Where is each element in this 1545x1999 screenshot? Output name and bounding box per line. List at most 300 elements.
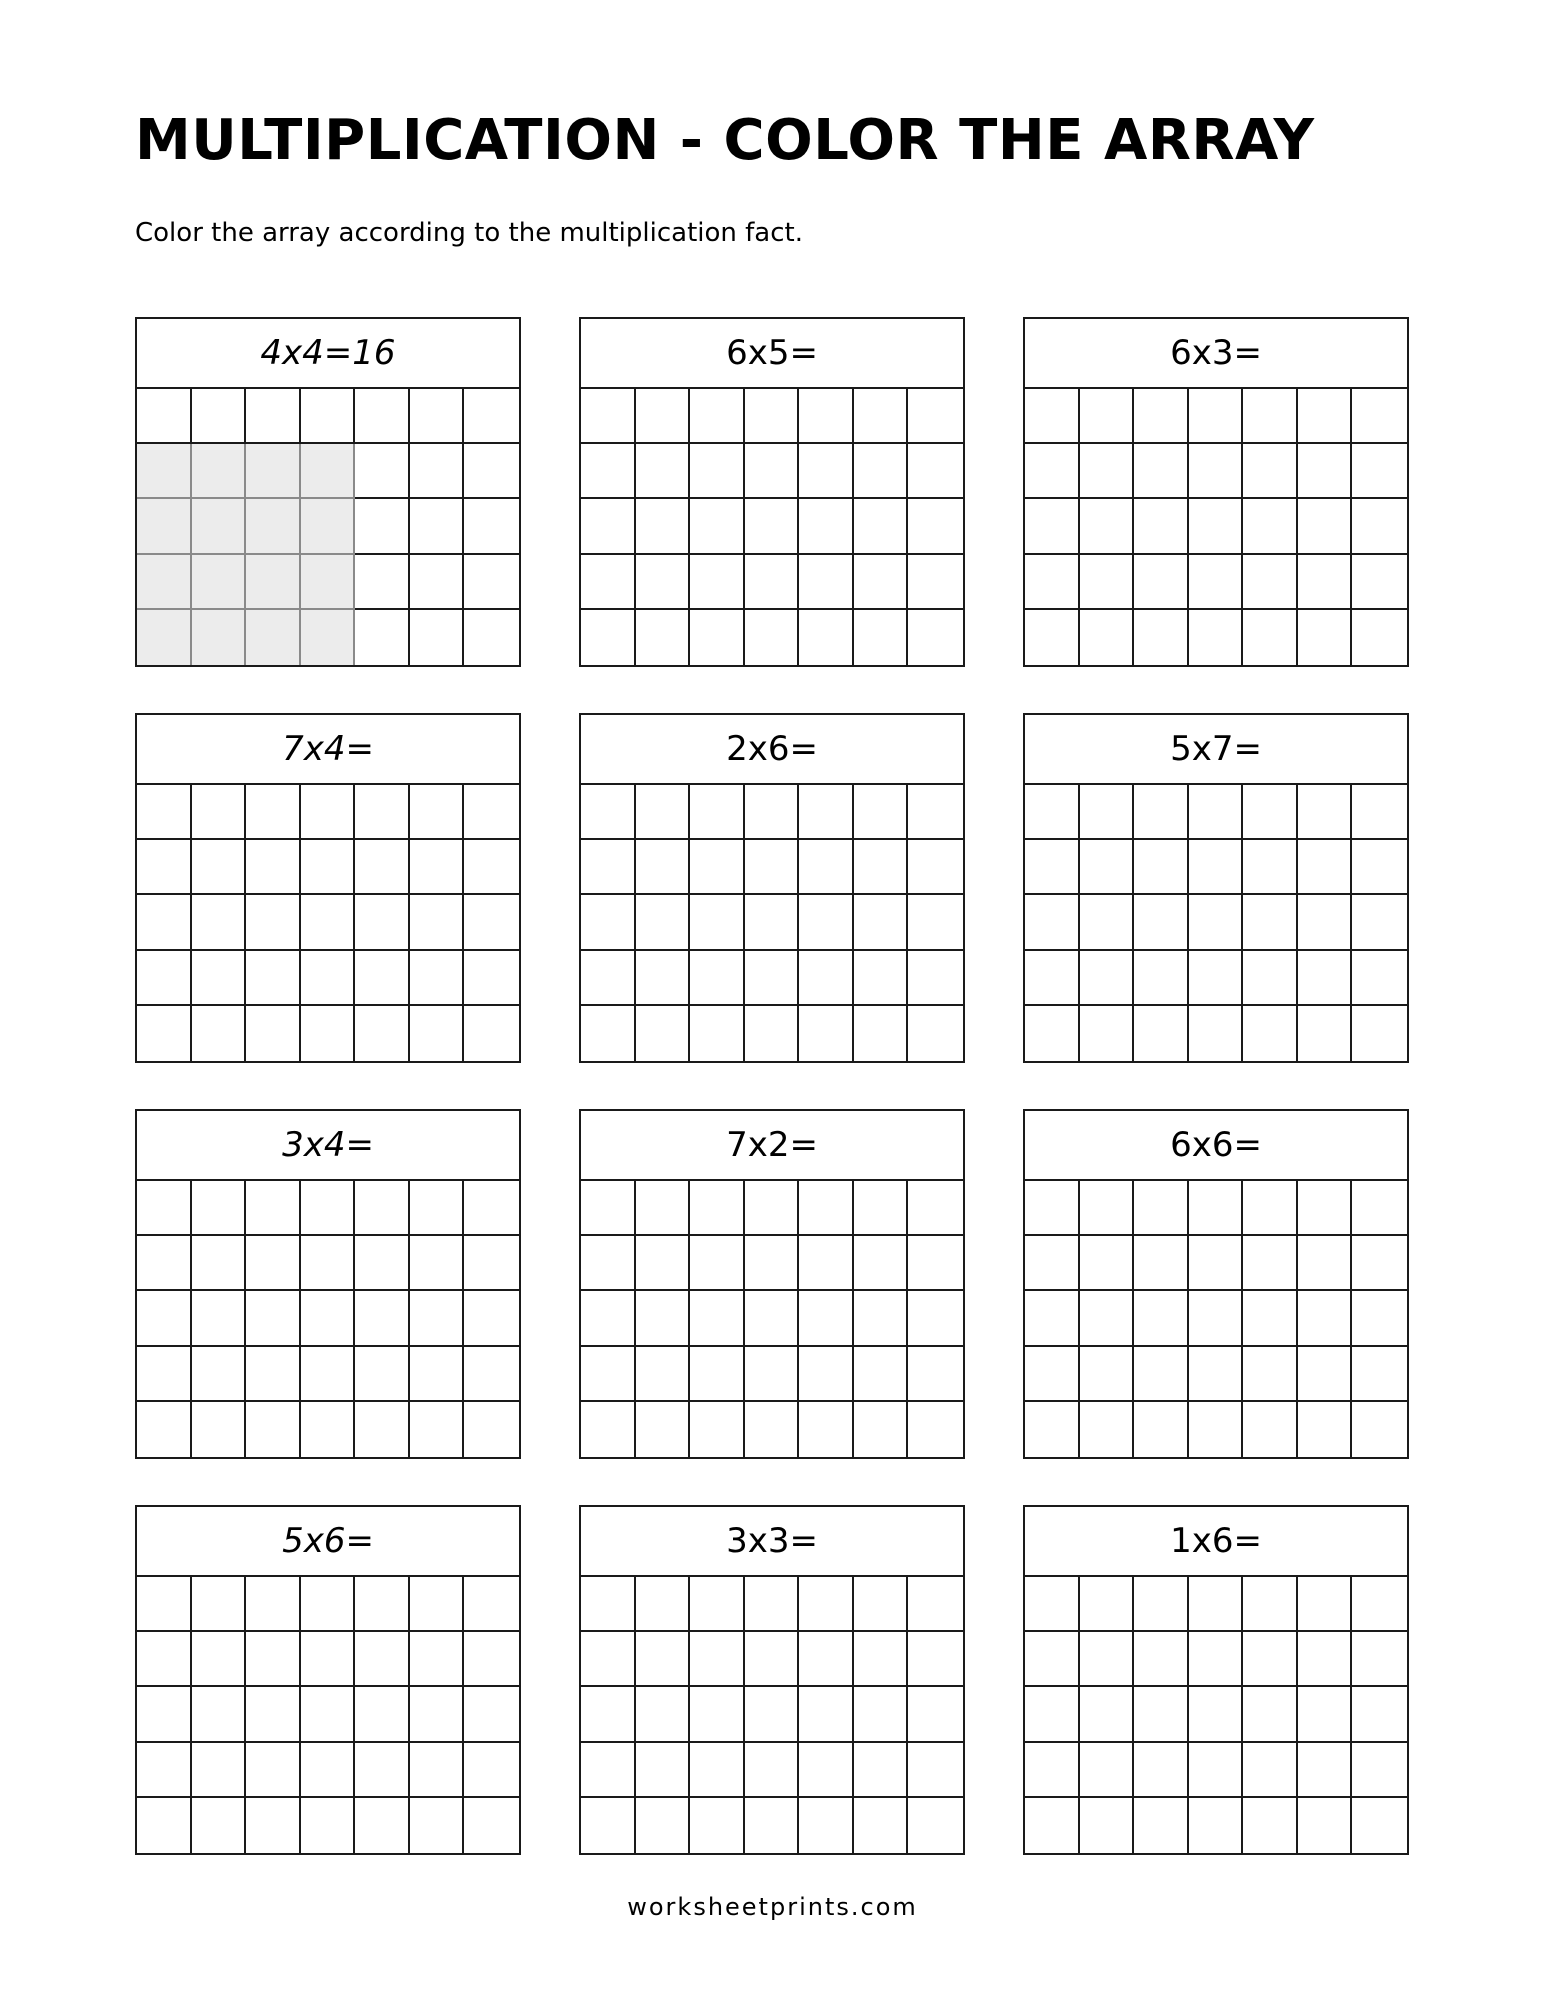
array-cell[interactable] <box>192 1181 247 1236</box>
array-cell[interactable] <box>854 1743 909 1798</box>
array-cell[interactable] <box>1080 1402 1135 1457</box>
array-cell[interactable] <box>799 1181 854 1236</box>
array-cell[interactable] <box>1189 840 1244 895</box>
array-cell[interactable] <box>1025 1181 1080 1236</box>
array-cell[interactable] <box>581 1687 636 1742</box>
array-cell[interactable] <box>246 1743 301 1798</box>
array-cell[interactable] <box>192 1632 247 1687</box>
array-cell[interactable] <box>137 610 192 665</box>
array-cell[interactable] <box>464 389 519 444</box>
array-cell[interactable] <box>464 1006 519 1061</box>
array-cell[interactable] <box>1298 444 1353 499</box>
array-cell[interactable] <box>410 840 465 895</box>
array-cell[interactable] <box>1134 1402 1189 1457</box>
array-cell[interactable] <box>1189 1006 1244 1061</box>
array-cell[interactable] <box>246 1347 301 1402</box>
array-cell[interactable] <box>192 555 247 610</box>
array-cell[interactable] <box>1134 1006 1189 1061</box>
array-cell[interactable] <box>745 840 800 895</box>
array-cell[interactable] <box>799 610 854 665</box>
array-cell[interactable] <box>799 1006 854 1061</box>
array-cell[interactable] <box>690 1347 745 1402</box>
array-cell[interactable] <box>1025 1743 1080 1798</box>
array-cell[interactable] <box>464 610 519 665</box>
array-cell[interactable] <box>799 1577 854 1632</box>
array-cell[interactable] <box>355 895 410 950</box>
array-cell[interactable] <box>908 1632 963 1687</box>
array-cell[interactable] <box>301 1402 356 1457</box>
array-cell[interactable] <box>464 785 519 840</box>
array-cell[interactable] <box>355 785 410 840</box>
array-cell[interactable] <box>1352 1402 1407 1457</box>
array-cell[interactable] <box>1025 1798 1080 1853</box>
array-cell[interactable] <box>636 444 691 499</box>
array-cell[interactable] <box>908 555 963 610</box>
array-cell[interactable] <box>1134 444 1189 499</box>
array-cell[interactable] <box>1189 389 1244 444</box>
array-cell[interactable] <box>1243 1798 1298 1853</box>
array-cell[interactable] <box>1080 1291 1135 1346</box>
array-cell[interactable] <box>137 1577 192 1632</box>
array-cell[interactable] <box>636 1181 691 1236</box>
array-cell[interactable] <box>137 499 192 554</box>
array-grid[interactable] <box>137 389 519 665</box>
array-cell[interactable] <box>1025 1687 1080 1742</box>
array-cell[interactable] <box>1352 895 1407 950</box>
array-cell[interactable] <box>690 1798 745 1853</box>
array-cell[interactable] <box>690 1181 745 1236</box>
array-cell[interactable] <box>636 1632 691 1687</box>
array-cell[interactable] <box>799 499 854 554</box>
array-cell[interactable] <box>137 1632 192 1687</box>
array-cell[interactable] <box>1352 555 1407 610</box>
array-cell[interactable] <box>908 840 963 895</box>
array-cell[interactable] <box>745 1687 800 1742</box>
array-cell[interactable] <box>137 1743 192 1798</box>
array-cell[interactable] <box>410 610 465 665</box>
array-cell[interactable] <box>581 1006 636 1061</box>
array-cell[interactable] <box>192 1291 247 1346</box>
array-cell[interactable] <box>854 785 909 840</box>
array-cell[interactable] <box>1025 1347 1080 1402</box>
array-cell[interactable] <box>854 1798 909 1853</box>
array-cell[interactable] <box>908 895 963 950</box>
array-cell[interactable] <box>464 1687 519 1742</box>
array-cell[interactable] <box>1189 1347 1244 1402</box>
array-cell[interactable] <box>464 555 519 610</box>
array-grid[interactable] <box>581 1577 963 1853</box>
array-cell[interactable] <box>192 499 247 554</box>
array-cell[interactable] <box>581 389 636 444</box>
array-cell[interactable] <box>1243 840 1298 895</box>
array-cell[interactable] <box>464 1347 519 1402</box>
array-grid[interactable] <box>581 1181 963 1457</box>
array-cell[interactable] <box>636 1798 691 1853</box>
array-cell[interactable] <box>464 444 519 499</box>
array-cell[interactable] <box>745 1236 800 1291</box>
array-cell[interactable] <box>799 1632 854 1687</box>
array-cell[interactable] <box>1243 1402 1298 1457</box>
array-cell[interactable] <box>690 610 745 665</box>
array-cell[interactable] <box>410 1291 465 1346</box>
array-cell[interactable] <box>908 1006 963 1061</box>
array-cell[interactable] <box>799 1291 854 1346</box>
array-cell[interactable] <box>137 895 192 950</box>
array-cell[interactable] <box>636 1347 691 1402</box>
array-cell[interactable] <box>410 1181 465 1236</box>
array-cell[interactable] <box>854 840 909 895</box>
array-cell[interactable] <box>1243 1743 1298 1798</box>
array-cell[interactable] <box>1080 1347 1135 1402</box>
array-cell[interactable] <box>355 1236 410 1291</box>
array-cell[interactable] <box>464 1577 519 1632</box>
array-cell[interactable] <box>1243 1236 1298 1291</box>
array-cell[interactable] <box>1134 389 1189 444</box>
array-cell[interactable] <box>355 1347 410 1402</box>
array-cell[interactable] <box>1189 610 1244 665</box>
array-cell[interactable] <box>1298 1687 1353 1742</box>
array-cell[interactable] <box>1352 1347 1407 1402</box>
array-cell[interactable] <box>1189 1402 1244 1457</box>
array-cell[interactable] <box>192 840 247 895</box>
array-cell[interactable] <box>745 1632 800 1687</box>
array-cell[interactable] <box>410 1402 465 1457</box>
array-cell[interactable] <box>1025 1402 1080 1457</box>
array-cell[interactable] <box>1134 1236 1189 1291</box>
array-cell[interactable] <box>854 1347 909 1402</box>
array-cell[interactable] <box>410 1577 465 1632</box>
array-cell[interactable] <box>581 444 636 499</box>
array-cell[interactable] <box>1352 1577 1407 1632</box>
array-cell[interactable] <box>1080 444 1135 499</box>
array-cell[interactable] <box>799 555 854 610</box>
array-cell[interactable] <box>301 1347 356 1402</box>
array-cell[interactable] <box>246 785 301 840</box>
array-cell[interactable] <box>355 1006 410 1061</box>
array-cell[interactable] <box>355 499 410 554</box>
array-cell[interactable] <box>464 840 519 895</box>
array-cell[interactable] <box>1298 1798 1353 1853</box>
array-cell[interactable] <box>1134 895 1189 950</box>
array-cell[interactable] <box>1025 1291 1080 1346</box>
array-cell[interactable] <box>581 1181 636 1236</box>
array-cell[interactable] <box>410 1347 465 1402</box>
array-cell[interactable] <box>1243 895 1298 950</box>
array-cell[interactable] <box>137 444 192 499</box>
array-cell[interactable] <box>246 555 301 610</box>
array-cell[interactable] <box>1080 1687 1135 1742</box>
array-cell[interactable] <box>1298 840 1353 895</box>
array-cell[interactable] <box>908 1291 963 1346</box>
array-cell[interactable] <box>137 555 192 610</box>
array-grid[interactable] <box>137 785 519 1061</box>
array-cell[interactable] <box>301 1798 356 1853</box>
array-cell[interactable] <box>1243 1291 1298 1346</box>
array-cell[interactable] <box>355 1743 410 1798</box>
array-cell[interactable] <box>1080 389 1135 444</box>
array-cell[interactable] <box>854 1006 909 1061</box>
array-cell[interactable] <box>636 1577 691 1632</box>
array-cell[interactable] <box>854 1181 909 1236</box>
array-cell[interactable] <box>192 444 247 499</box>
array-cell[interactable] <box>1298 1347 1353 1402</box>
array-cell[interactable] <box>410 951 465 1006</box>
array-cell[interactable] <box>137 389 192 444</box>
array-cell[interactable] <box>799 785 854 840</box>
array-cell[interactable] <box>246 1006 301 1061</box>
array-cell[interactable] <box>636 840 691 895</box>
array-cell[interactable] <box>854 389 909 444</box>
array-cell[interactable] <box>355 951 410 1006</box>
array-cell[interactable] <box>581 555 636 610</box>
array-cell[interactable] <box>636 499 691 554</box>
array-cell[interactable] <box>854 610 909 665</box>
array-cell[interactable] <box>192 1798 247 1853</box>
array-cell[interactable] <box>246 895 301 950</box>
array-cell[interactable] <box>799 1798 854 1853</box>
array-cell[interactable] <box>854 499 909 554</box>
array-cell[interactable] <box>137 1236 192 1291</box>
array-cell[interactable] <box>355 444 410 499</box>
array-grid[interactable] <box>1025 1181 1407 1457</box>
array-cell[interactable] <box>464 1236 519 1291</box>
array-cell[interactable] <box>745 951 800 1006</box>
array-cell[interactable] <box>137 1798 192 1853</box>
array-cell[interactable] <box>1134 610 1189 665</box>
array-cell[interactable] <box>581 610 636 665</box>
array-cell[interactable] <box>1298 499 1353 554</box>
array-cell[interactable] <box>137 840 192 895</box>
array-cell[interactable] <box>1298 1577 1353 1632</box>
array-cell[interactable] <box>854 1291 909 1346</box>
array-cell[interactable] <box>636 895 691 950</box>
array-cell[interactable] <box>690 1577 745 1632</box>
array-cell[interactable] <box>1352 444 1407 499</box>
array-cell[interactable] <box>410 499 465 554</box>
array-cell[interactable] <box>1025 840 1080 895</box>
array-cell[interactable] <box>1352 1632 1407 1687</box>
array-cell[interactable] <box>908 785 963 840</box>
array-cell[interactable] <box>464 1181 519 1236</box>
array-cell[interactable] <box>799 840 854 895</box>
array-cell[interactable] <box>355 610 410 665</box>
array-cell[interactable] <box>1352 840 1407 895</box>
array-cell[interactable] <box>854 951 909 1006</box>
array-cell[interactable] <box>301 1006 356 1061</box>
array-cell[interactable] <box>581 1632 636 1687</box>
array-cell[interactable] <box>1025 1577 1080 1632</box>
array-cell[interactable] <box>690 1236 745 1291</box>
array-cell[interactable] <box>355 1181 410 1236</box>
array-cell[interactable] <box>137 785 192 840</box>
array-cell[interactable] <box>745 1798 800 1853</box>
array-cell[interactable] <box>636 1236 691 1291</box>
array-cell[interactable] <box>1189 785 1244 840</box>
array-cell[interactable] <box>745 610 800 665</box>
array-cell[interactable] <box>1080 785 1135 840</box>
array-cell[interactable] <box>246 1798 301 1853</box>
array-cell[interactable] <box>1189 1577 1244 1632</box>
array-cell[interactable] <box>908 1798 963 1853</box>
array-cell[interactable] <box>1025 1632 1080 1687</box>
array-cell[interactable] <box>246 389 301 444</box>
array-cell[interactable] <box>690 785 745 840</box>
array-cell[interactable] <box>1134 951 1189 1006</box>
array-cell[interactable] <box>1243 389 1298 444</box>
array-cell[interactable] <box>246 1236 301 1291</box>
array-cell[interactable] <box>1298 951 1353 1006</box>
array-cell[interactable] <box>192 1743 247 1798</box>
array-cell[interactable] <box>301 1236 356 1291</box>
array-cell[interactable] <box>410 1236 465 1291</box>
array-cell[interactable] <box>137 1687 192 1742</box>
array-cell[interactable] <box>745 555 800 610</box>
array-cell[interactable] <box>1352 1687 1407 1742</box>
array-cell[interactable] <box>1025 1236 1080 1291</box>
array-cell[interactable] <box>1080 1577 1135 1632</box>
array-cell[interactable] <box>410 785 465 840</box>
array-cell[interactable] <box>192 1687 247 1742</box>
array-cell[interactable] <box>1189 1291 1244 1346</box>
array-cell[interactable] <box>854 1577 909 1632</box>
array-cell[interactable] <box>1298 1181 1353 1236</box>
array-cell[interactable] <box>745 389 800 444</box>
array-cell[interactable] <box>301 555 356 610</box>
array-cell[interactable] <box>745 895 800 950</box>
array-cell[interactable] <box>355 1632 410 1687</box>
array-cell[interactable] <box>464 1402 519 1457</box>
array-cell[interactable] <box>410 895 465 950</box>
array-cell[interactable] <box>745 1402 800 1457</box>
array-cell[interactable] <box>908 610 963 665</box>
array-cell[interactable] <box>1352 389 1407 444</box>
array-cell[interactable] <box>1080 1006 1135 1061</box>
array-cell[interactable] <box>1243 1006 1298 1061</box>
array-cell[interactable] <box>1189 444 1244 499</box>
array-cell[interactable] <box>1080 951 1135 1006</box>
array-cell[interactable] <box>1352 1291 1407 1346</box>
array-cell[interactable] <box>246 610 301 665</box>
array-cell[interactable] <box>690 1687 745 1742</box>
array-cell[interactable] <box>1298 1632 1353 1687</box>
array-cell[interactable] <box>908 1577 963 1632</box>
array-cell[interactable] <box>908 1743 963 1798</box>
array-cell[interactable] <box>799 951 854 1006</box>
array-cell[interactable] <box>1080 895 1135 950</box>
array-grid[interactable] <box>137 1577 519 1853</box>
array-cell[interactable] <box>908 1236 963 1291</box>
array-cell[interactable] <box>636 1402 691 1457</box>
array-cell[interactable] <box>1243 444 1298 499</box>
array-cell[interactable] <box>908 499 963 554</box>
array-cell[interactable] <box>1298 555 1353 610</box>
array-cell[interactable] <box>854 1402 909 1457</box>
array-cell[interactable] <box>1025 951 1080 1006</box>
array-cell[interactable] <box>1352 610 1407 665</box>
array-cell[interactable] <box>690 444 745 499</box>
array-cell[interactable] <box>246 951 301 1006</box>
array-cell[interactable] <box>745 1743 800 1798</box>
array-cell[interactable] <box>1352 785 1407 840</box>
array-cell[interactable] <box>908 1402 963 1457</box>
array-cell[interactable] <box>1134 1632 1189 1687</box>
array-cell[interactable] <box>1189 951 1244 1006</box>
array-cell[interactable] <box>581 1402 636 1457</box>
array-cell[interactable] <box>1189 1743 1244 1798</box>
array-cell[interactable] <box>1298 1236 1353 1291</box>
array-cell[interactable] <box>410 1632 465 1687</box>
array-cell[interactable] <box>246 1402 301 1457</box>
array-cell[interactable] <box>1243 555 1298 610</box>
array-grid[interactable] <box>1025 1577 1407 1853</box>
array-cell[interactable] <box>301 895 356 950</box>
array-cell[interactable] <box>1243 785 1298 840</box>
array-cell[interactable] <box>355 1687 410 1742</box>
array-cell[interactable] <box>1025 895 1080 950</box>
array-cell[interactable] <box>355 1291 410 1346</box>
array-cell[interactable] <box>1080 1236 1135 1291</box>
array-cell[interactable] <box>464 951 519 1006</box>
array-cell[interactable] <box>464 1632 519 1687</box>
array-cell[interactable] <box>192 1006 247 1061</box>
array-cell[interactable] <box>1189 895 1244 950</box>
array-cell[interactable] <box>1025 785 1080 840</box>
array-cell[interactable] <box>355 1402 410 1457</box>
array-cell[interactable] <box>745 785 800 840</box>
array-cell[interactable] <box>1352 499 1407 554</box>
array-cell[interactable] <box>908 951 963 1006</box>
array-cell[interactable] <box>1243 1687 1298 1742</box>
array-cell[interactable] <box>581 1347 636 1402</box>
array-cell[interactable] <box>908 1687 963 1742</box>
array-cell[interactable] <box>464 1798 519 1853</box>
array-cell[interactable] <box>301 1743 356 1798</box>
array-cell[interactable] <box>1352 1743 1407 1798</box>
array-cell[interactable] <box>745 1291 800 1346</box>
array-cell[interactable] <box>745 444 800 499</box>
array-cell[interactable] <box>1352 1798 1407 1853</box>
array-cell[interactable] <box>410 389 465 444</box>
array-cell[interactable] <box>137 1402 192 1457</box>
array-cell[interactable] <box>581 785 636 840</box>
array-cell[interactable] <box>1189 1632 1244 1687</box>
array-cell[interactable] <box>301 840 356 895</box>
array-cell[interactable] <box>745 1347 800 1402</box>
array-cell[interactable] <box>1025 555 1080 610</box>
array-cell[interactable] <box>636 555 691 610</box>
array-cell[interactable] <box>1352 1181 1407 1236</box>
array-cell[interactable] <box>1189 1798 1244 1853</box>
array-cell[interactable] <box>745 1577 800 1632</box>
array-cell[interactable] <box>1025 499 1080 554</box>
array-cell[interactable] <box>1298 389 1353 444</box>
array-cell[interactable] <box>1298 1291 1353 1346</box>
array-cell[interactable] <box>690 1743 745 1798</box>
array-cell[interactable] <box>1298 1006 1353 1061</box>
array-cell[interactable] <box>410 1687 465 1742</box>
array-cell[interactable] <box>355 389 410 444</box>
array-cell[interactable] <box>690 895 745 950</box>
array-cell[interactable] <box>246 444 301 499</box>
array-cell[interactable] <box>908 1347 963 1402</box>
array-cell[interactable] <box>636 1743 691 1798</box>
array-cell[interactable] <box>690 389 745 444</box>
array-cell[interactable] <box>1134 1687 1189 1742</box>
array-cell[interactable] <box>192 951 247 1006</box>
array-cell[interactable] <box>1243 610 1298 665</box>
array-cell[interactable] <box>1080 555 1135 610</box>
array-cell[interactable] <box>1080 1181 1135 1236</box>
